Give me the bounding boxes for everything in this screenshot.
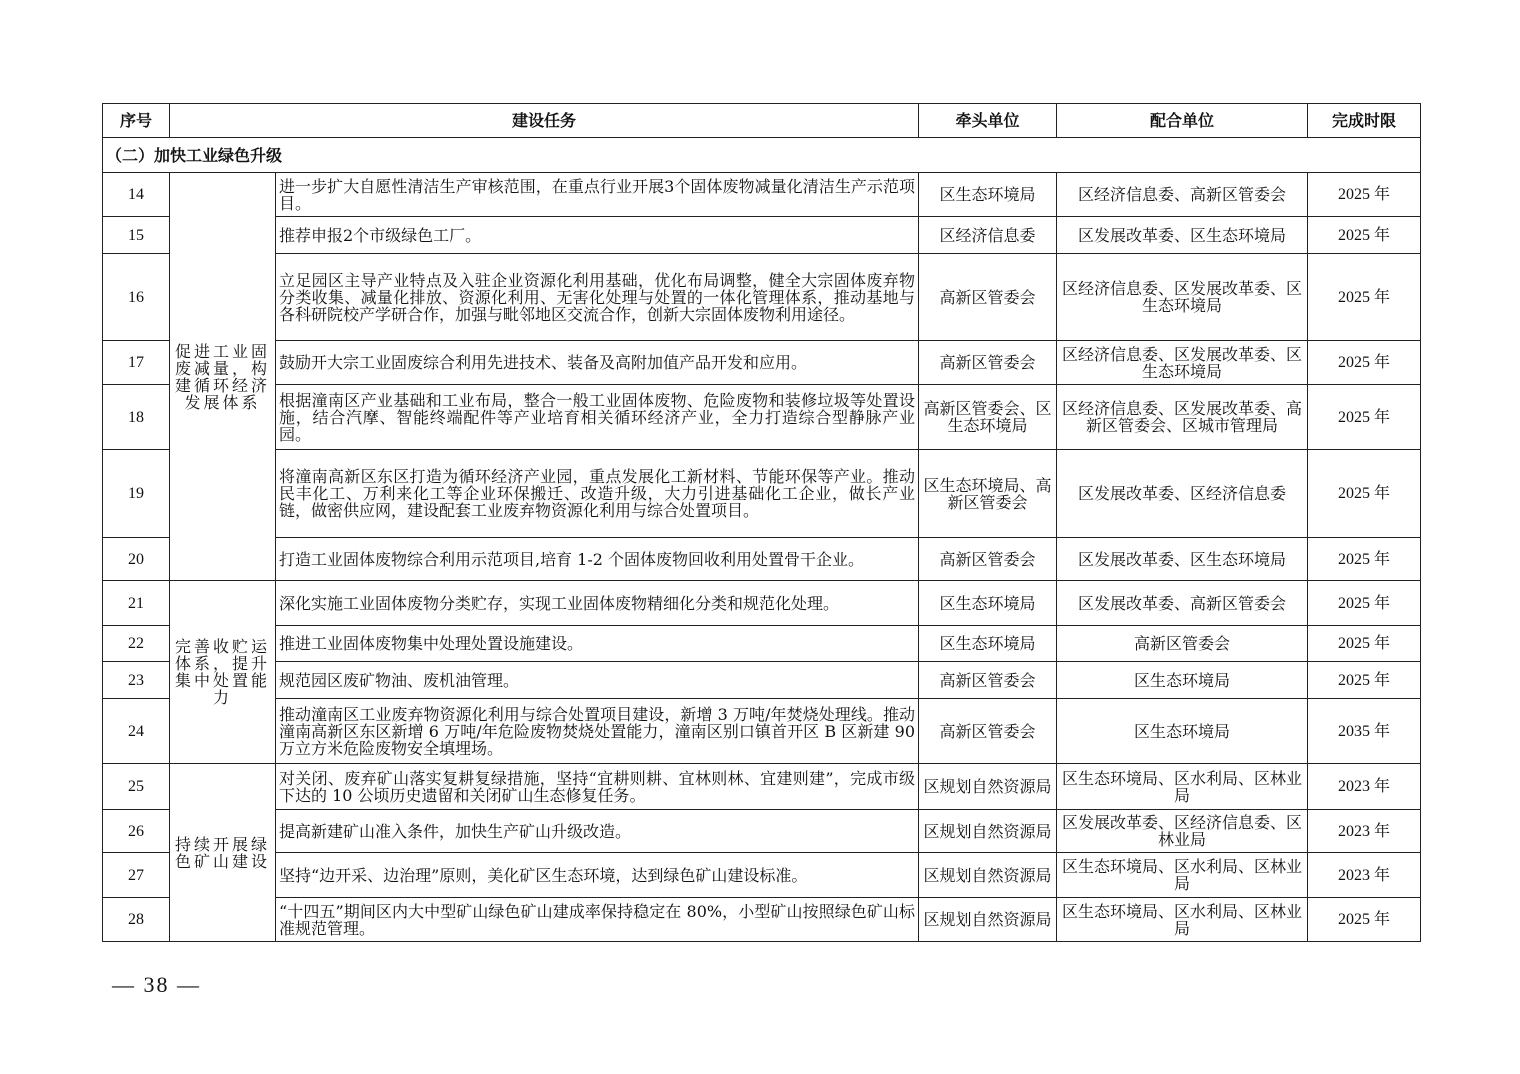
lead-unit: 高新区管委会 <box>919 538 1057 581</box>
lead-unit: 区生态环境局、高新区管委会 <box>919 450 1057 538</box>
support-unit: 区生态环境局 <box>1057 699 1308 764</box>
deadline: 2025 年 <box>1308 626 1421 662</box>
support-unit: 区经济信息委、区发展改革委、区生态环境局 <box>1057 341 1308 385</box>
section-title: （二）加快工业绿色升级 <box>103 138 1421 173</box>
support-unit: 区生态环境局、区水利局、区林业局 <box>1057 898 1308 942</box>
row-number: 23 <box>103 662 170 699</box>
lead-unit: 高新区管委会 <box>919 254 1057 341</box>
lead-unit: 高新区管委会 <box>919 699 1057 764</box>
task-text: 提高新建矿山准入条件，加快生产矿山升级改造。 <box>276 810 919 853</box>
row-number: 14 <box>103 173 170 217</box>
deadline: 2025 年 <box>1308 898 1421 942</box>
deadline: 2025 年 <box>1308 581 1421 626</box>
support-unit: 区发展改革委、区生态环境局 <box>1057 538 1308 581</box>
row-number: 22 <box>103 626 170 662</box>
task-text: 推荐申报2个市级绿色工厂。 <box>276 217 919 254</box>
header-support: 配合单位 <box>1057 104 1308 138</box>
row-number: 28 <box>103 898 170 942</box>
support-unit: 区发展改革委、区生态环境局 <box>1057 217 1308 254</box>
task-text: 进一步扩大自愿性清洁生产审核范围，在重点行业开展3个固体废物减量化清洁生产示范项目。 <box>276 173 919 217</box>
deadline: 2023 年 <box>1308 764 1421 810</box>
task-text: 推进工业固体废物集中处理处置设施建设。 <box>276 626 919 662</box>
support-unit: 高新区管委会 <box>1057 626 1308 662</box>
lead-unit: 高新区管委会、区生态环境局 <box>919 385 1057 450</box>
table-row <box>103 898 1421 942</box>
task-text: 坚持“边开采、边治理”原则，美化矿区生态环境，达到绿色矿山建设标准。 <box>276 853 919 898</box>
row-number: 26 <box>103 810 170 853</box>
lead-unit: 区生态环境局 <box>919 581 1057 626</box>
support-unit: 区生态环境局、区水利局、区林业局 <box>1057 764 1308 810</box>
deadline: 2025 年 <box>1308 385 1421 450</box>
lead-unit: 区规划自然资源局 <box>919 810 1057 853</box>
task-text: 规范园区废矿物油、废机油管理。 <box>276 662 919 699</box>
task-text: 推动潼南区工业废弃物资源化利用与综合处置项目建设，新增 3 万吨/年焚烧处理线。推动潼南高新区东区新增 6 万吨/年危险废物焚烧处置能力，潼南区别口镇首开区 B 区新建 90 万立方米危险废物安全填埋场。 <box>276 699 919 764</box>
task-text: 鼓励开大宗工业固废综合利用先进技术、装备及高附加值产品开发和应用。 <box>276 341 919 385</box>
lead-unit: 高新区管委会 <box>919 341 1057 385</box>
support-unit: 区发展改革委、区经济信息委、区林业局 <box>1057 810 1308 853</box>
table-row <box>103 450 1421 538</box>
table-row <box>103 538 1421 581</box>
header-row <box>103 104 1421 138</box>
task-table <box>102 103 1421 942</box>
row-number: 16 <box>103 254 170 341</box>
table-row <box>103 385 1421 450</box>
deadline: 2035 年 <box>1308 699 1421 764</box>
lead-unit: 高新区管委会 <box>919 662 1057 699</box>
row-number: 17 <box>103 341 170 385</box>
task-text: 对关闭、废弃矿山落实复耕复绿措施，坚持“宜耕则耕、宜林则林、宜建则建”，完成市级下达的 10 公顷历史遗留和关闭矿山生态修复任务。 <box>276 764 919 810</box>
lead-unit: 区规划自然资源局 <box>919 898 1057 942</box>
row-number: 25 <box>103 764 170 810</box>
row-number: 19 <box>103 450 170 538</box>
deadline: 2025 年 <box>1308 341 1421 385</box>
lead-unit: 区生态环境局 <box>919 173 1057 217</box>
support-unit: 区发展改革委、区经济信息委 <box>1057 450 1308 538</box>
table-row <box>103 341 1421 385</box>
deadline: 2025 年 <box>1308 173 1421 217</box>
support-unit: 区发展改革委、高新区管委会 <box>1057 581 1308 626</box>
section-row <box>103 138 1421 173</box>
table-row <box>103 810 1421 853</box>
table-row <box>103 581 1421 626</box>
deadline: 2025 年 <box>1308 662 1421 699</box>
deadline: 2025 年 <box>1308 450 1421 538</box>
table-row <box>103 764 1421 810</box>
task-text: 深化实施工业固体废物分类贮存，实现工业固体废物精细化分类和规范化处理。 <box>276 581 919 626</box>
row-number: 20 <box>103 538 170 581</box>
support-unit: 区经济信息委、区发展改革委、高新区管委会、区城市管理局 <box>1057 385 1308 450</box>
lead-unit: 区生态环境局 <box>919 626 1057 662</box>
lead-unit: 区经济信息委 <box>919 217 1057 254</box>
header-task: 建设任务 <box>170 104 919 138</box>
table-row <box>103 662 1421 699</box>
header-deadline: 完成时限 <box>1308 104 1421 138</box>
support-unit: 区经济信息委、区发展改革委、区生态环境局 <box>1057 254 1308 341</box>
table-row <box>103 853 1421 898</box>
support-unit: 区生态环境局、区水利局、区林业局 <box>1057 853 1308 898</box>
deadline: 2023 年 <box>1308 810 1421 853</box>
row-number: 18 <box>103 385 170 450</box>
lead-unit: 区规划自然资源局 <box>919 764 1057 810</box>
task-text: 打造工业固体废物综合利用示范项目,培育 1-2 个固体废物回收利用处置骨干企业。 <box>276 538 919 581</box>
task-text: 立足园区主导产业特点及入驻企业资源化利用基础，优化布局调整，健全大宗固体废弃物分类收集、减量化排放、资源化利用、无害化处理与处置的一体化管理体系，推动基地与各科研院校产学研合作，加强与毗邻地区交流合作，创新大宗固体废物利用途径。 <box>276 254 919 341</box>
support-unit: 区经济信息委、高新区管委会 <box>1057 173 1308 217</box>
support-unit: 区生态环境局 <box>1057 662 1308 699</box>
row-number: 24 <box>103 699 170 764</box>
table-row <box>103 217 1421 254</box>
category-cell: 促进工业固废减量，构建循环经济发展体系 <box>170 173 276 581</box>
row-number: 21 <box>103 581 170 626</box>
row-number: 27 <box>103 853 170 898</box>
deadline: 2025 年 <box>1308 538 1421 581</box>
category-cell: 完善收贮运体系，提升集中处置能力 <box>170 581 276 764</box>
header-num: 序号 <box>103 104 170 138</box>
page-number: — 38 — <box>112 972 201 997</box>
category-cell: 持续开展绿色矿山建设 <box>170 764 276 942</box>
deadline: 2025 年 <box>1308 217 1421 254</box>
deadline: 2023 年 <box>1308 853 1421 898</box>
table-row <box>103 173 1421 217</box>
task-text: 将潼南高新区东区打造为循环经济产业园，重点发展化工新材料、节能环保等产业。推动民丰化工、万利来化工等企业环保搬迁、改造升级，大力引进基础化工企业，做长产业链，做密供应网，建设配套工业废弃物资源化利用与综合处置项目。 <box>276 450 919 538</box>
row-number: 15 <box>103 217 170 254</box>
table-row <box>103 254 1421 341</box>
header-lead: 牵头单位 <box>919 104 1057 138</box>
task-text: “十四五”期间区内大中型矿山绿色矿山建成率保持稳定在 80%，小型矿山按照绿色矿山标准规范管理。 <box>276 898 919 942</box>
task-text: 根据潼南区产业基础和工业布局，整合一般工业固体废物、危险废物和装修垃圾等处置设施，结合汽摩、智能终端配件等产业培育相关循环经济产业，全力打造综合型静脉产业园。 <box>276 385 919 450</box>
deadline: 2025 年 <box>1308 254 1421 341</box>
table-row <box>103 626 1421 662</box>
lead-unit: 区规划自然资源局 <box>919 853 1057 898</box>
table-row <box>103 699 1421 764</box>
